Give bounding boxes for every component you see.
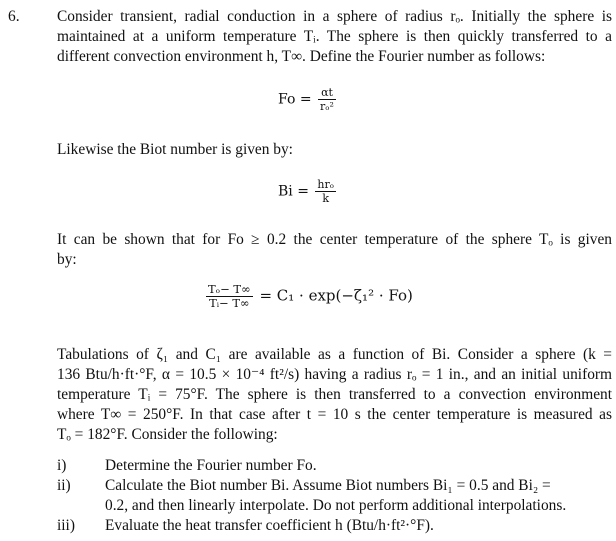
temperature-ratio-fraction: [206, 283, 253, 310]
item-text: Calculate the Biot number Bi. Assume Biot numbers Bi₁ = 0.5 and Bi₂ =: [105, 477, 551, 494]
problem-line: 136 Btu/h·ft·°F, α = 10.5 × 10⁻⁴ ft²/s) having a radius rₒ = 1 in., and an initial uniform: [57, 366, 612, 383]
intro-line: different convection environment h, T∞. Define the Fourier number as follows:: [57, 48, 546, 65]
temperature-ratio-numerator: Tₒ− T∞: [208, 282, 251, 296]
center-temp-equation: [204, 283, 413, 310]
biot-fraction: [315, 178, 336, 205]
biot-denominator: k: [322, 192, 330, 205]
biot-intro: Likewise the Biot number is given by:: [57, 141, 293, 158]
problem-line: Tₒ = 182°F. Consider the following:: [57, 426, 278, 443]
intro-paragraph: [57, 7, 612, 67]
item-text: 0.2, and then linearly interpolate. Do not perform additional interpolations.: [105, 497, 567, 514]
temperature-ratio-denominator: Tᵢ− T∞: [209, 296, 250, 310]
center-temp-paragraph: [57, 230, 612, 270]
fourier-equation: [0, 86, 616, 113]
intro-line: maintained at a uniform temperature Tᵢ. The sphere is then quickly transferred to a: [57, 28, 612, 45]
problem-line: where T∞ = 250°F. In that case after t = 10 s the center temperature is measured as: [57, 406, 612, 423]
list-item: [57, 476, 612, 516]
center-line: It can be shown that for Fo ≥ 0.2 the center temperature of the sphere Tₒ is given: [57, 231, 612, 248]
biot-numerator: hrₒ: [317, 178, 334, 191]
fourier-denominator: rₒ²: [320, 100, 334, 113]
biot-lhs: Bi =: [278, 183, 309, 200]
biot-equation: [0, 178, 616, 205]
list-item: [57, 456, 612, 476]
item-text: Evaluate the heat transfer coefficient h (Btu/h·ft²·°F).: [105, 517, 434, 534]
item-text: Determine the Fourier number Fo.: [105, 457, 317, 474]
item-marker: i): [57, 457, 67, 474]
item-marker: ii): [57, 477, 71, 494]
fourier-fraction: [318, 86, 336, 113]
center-line: by:: [57, 251, 77, 268]
fourier-lhs: Fo =: [278, 91, 312, 108]
list-item: [57, 516, 612, 536]
intro-line: Consider transient, radial conduction in a sphere of radius rₒ. Initially the sphere is: [57, 8, 612, 25]
problem-line: Tabulations of ζ₁ and C₁ are available as a function of Bi. Consider a sphere (k =: [57, 346, 612, 363]
item-marker: iii): [57, 517, 75, 534]
fourier-numerator: αt: [318, 86, 336, 100]
task-list: [57, 456, 612, 536]
problem-line: temperature Tᵢ = 75°F. The sphere is then transferred to a convection environment: [57, 386, 612, 403]
problem-paragraph: [57, 345, 612, 445]
center-equation-rhs: = C₁ · exp(−ζ₁² · Fo): [259, 286, 413, 305]
question-number: 6.: [8, 8, 20, 25]
